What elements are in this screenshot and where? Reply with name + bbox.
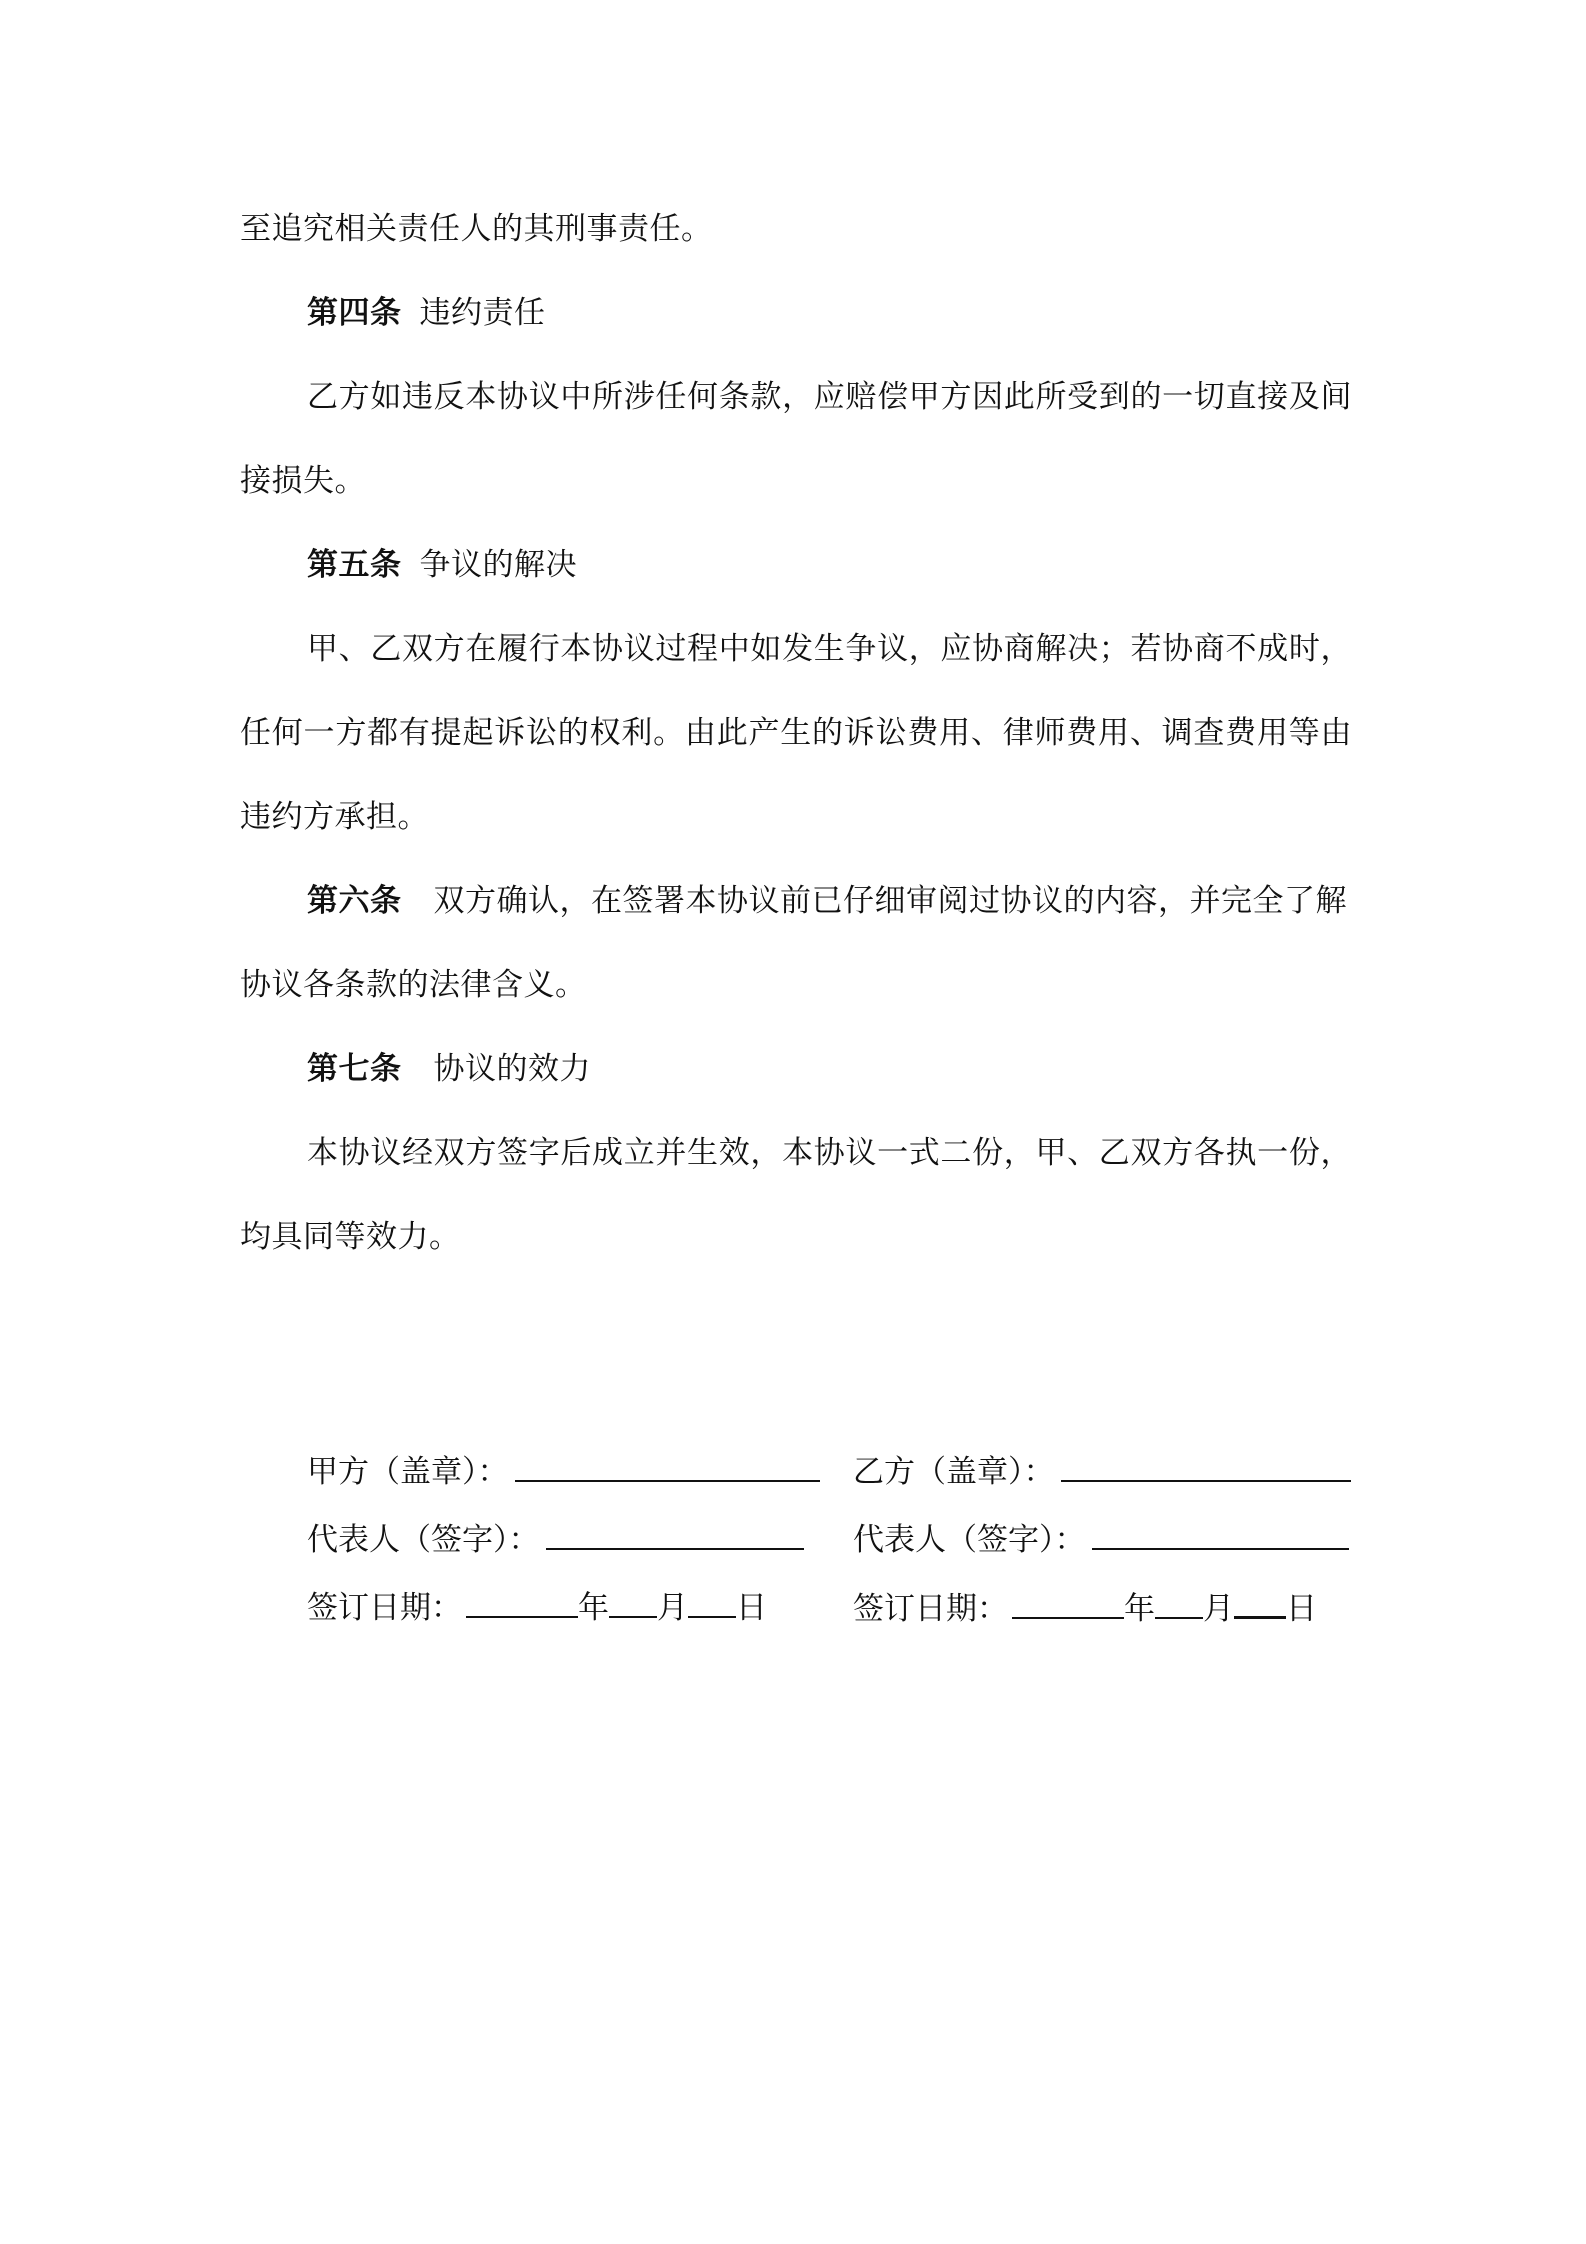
- date-label: 签订日期：: [853, 1591, 1008, 1627]
- year-label: 年: [1124, 1591, 1155, 1627]
- party-a-date-row: [307, 1586, 767, 1628]
- article-title: 争议的解决: [419, 547, 577, 583]
- article-4-text-line-1: [307, 377, 1352, 417]
- month-blank[interactable]: [609, 1586, 657, 1618]
- article-7-text-line-2: [240, 1217, 461, 1257]
- paragraph-text: 任何一方都有提起诉讼的权利。由此产生的诉讼费用、律师费用、调查费用等由: [240, 715, 1352, 751]
- article-4-text-line-2: [240, 461, 366, 501]
- day-label: 日: [736, 1590, 767, 1626]
- party-b-date-row: [853, 1586, 1317, 1629]
- month-label: 月: [1203, 1591, 1234, 1627]
- party-a-seal-blank[interactable]: [515, 1450, 820, 1482]
- article-5-heading: [307, 545, 577, 585]
- day-label: 日: [1286, 1591, 1317, 1627]
- article-5-text-line-3: [240, 797, 429, 837]
- paragraph-text: 接损失。: [240, 463, 366, 499]
- paragraph-text: 协议各条款的法律含义。: [240, 967, 587, 1003]
- article-number: 第七条: [307, 1051, 402, 1087]
- paragraph-text: 甲、乙双方在履行本协议过程中如发生争议，应协商解决；若协商不成时，: [307, 631, 1352, 667]
- date-label: 签订日期：: [307, 1590, 462, 1626]
- party-a-rep-blank[interactable]: [546, 1518, 804, 1550]
- article-7-heading: [307, 1049, 591, 1089]
- article-title: 违约责任: [419, 295, 546, 331]
- party-b-seal-label: 乙方（盖章）：: [853, 1454, 1055, 1490]
- paragraph-text: 乙方如违反本协议中所涉任何条款，应赔偿甲方因此所受到的一切直接及间: [307, 379, 1352, 415]
- article-number: 第四条: [307, 295, 402, 331]
- year-label: 年: [578, 1590, 609, 1626]
- paragraph-text: 至追究相关责任人的其刑事责任。: [240, 211, 713, 247]
- article-5-text-line-1: [307, 629, 1352, 669]
- paragraph-text: 均具同等效力。: [240, 1219, 461, 1255]
- article-6-line-2: [240, 965, 587, 1005]
- article-number: 第五条: [307, 547, 402, 583]
- party-a-rep-row: [307, 1518, 804, 1560]
- party-b-seal-row: [853, 1450, 1351, 1492]
- paragraph-text: 本协议经双方签字后成立并生效，本协议一式二份，甲、乙双方各执一份，: [307, 1135, 1352, 1171]
- paragraph-text: 违约方承担。: [240, 799, 429, 835]
- day-blank[interactable]: [1234, 1586, 1286, 1619]
- paragraph-continuation: [240, 209, 713, 249]
- article-title: 协议的效力: [433, 1051, 591, 1087]
- day-blank[interactable]: [688, 1586, 736, 1618]
- article-number: 第六条: [307, 883, 402, 919]
- month-blank[interactable]: [1155, 1587, 1203, 1619]
- article-4-heading: [307, 293, 546, 333]
- year-blank[interactable]: [1012, 1587, 1124, 1619]
- party-a-seal-label: 甲方（盖章）：: [307, 1454, 509, 1490]
- party-a-rep-label: 代表人（签字）：: [307, 1522, 540, 1558]
- month-label: 月: [657, 1590, 688, 1626]
- party-a-seal-row: [307, 1450, 820, 1492]
- article-5-text-line-2: [240, 713, 1352, 753]
- party-b-rep-row: [853, 1518, 1349, 1560]
- article-7-text-line-1: [307, 1133, 1352, 1173]
- paragraph-text: 双方确认，在签署本协议前已仔细审阅过协议的内容，并完全了解: [433, 883, 1347, 919]
- article-6-line-1: [307, 881, 1352, 921]
- party-b-rep-blank[interactable]: [1092, 1518, 1349, 1550]
- party-b-rep-label: 代表人（签字）：: [853, 1522, 1086, 1558]
- year-blank[interactable]: [466, 1586, 578, 1618]
- party-b-seal-blank[interactable]: [1061, 1450, 1351, 1482]
